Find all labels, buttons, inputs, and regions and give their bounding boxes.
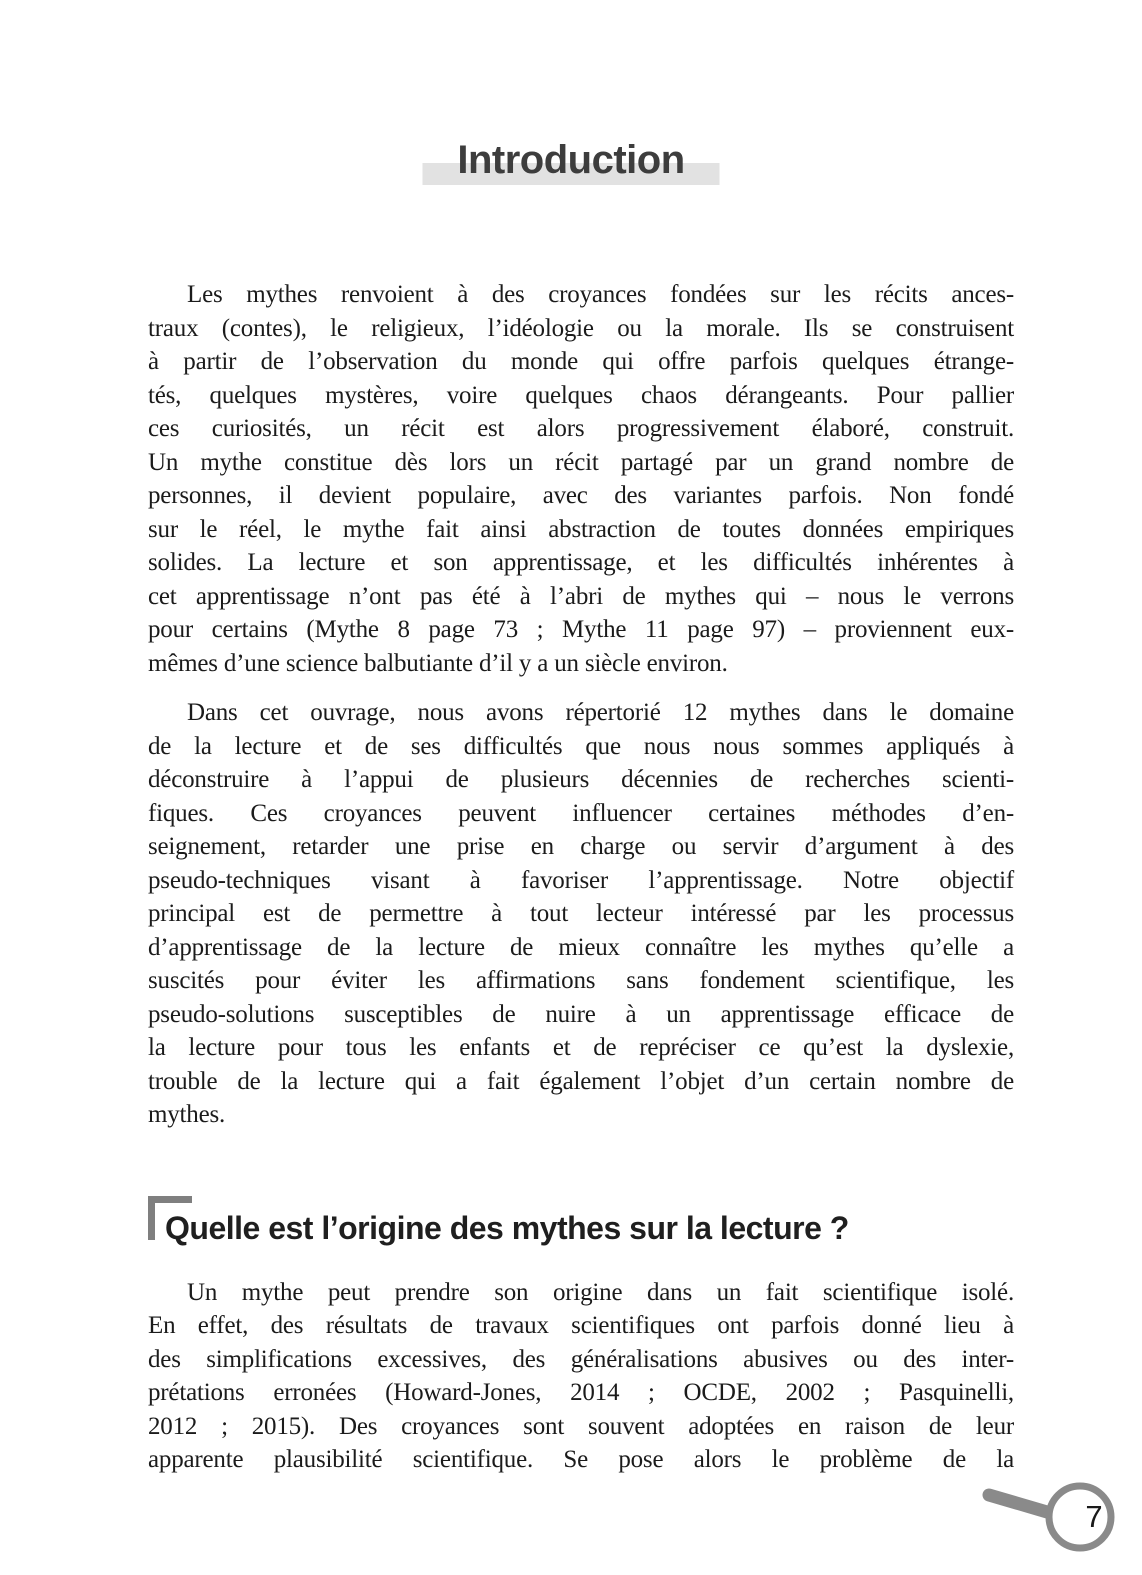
section-heading-text: Quelle est l’origine des mythes sur la lecture ? bbox=[165, 1209, 849, 1246]
text-line: principal est de permettre à tout lecteur intéressé par les processus bbox=[148, 900, 1014, 927]
paragraph bbox=[148, 696, 1014, 1132]
page-number-marker bbox=[975, 1468, 1125, 1563]
text-line: ces curiosités, un récit est alors progressivement élaboré, construit. bbox=[148, 415, 1014, 442]
text-line: de la lecture et de ses difficultés que nous nous sommes appliqués à bbox=[148, 732, 1014, 760]
paragraph bbox=[148, 278, 1014, 680]
text-line: mêmes d’une science balbutiante d’il y a un siècle environ. bbox=[148, 649, 728, 677]
text-line: sur le réel, le mythe fait ainsi abstraction de toutes données empiriques bbox=[148, 515, 1014, 543]
text-line: suscités pour éviter les affirmations sans fondement scientifique, les bbox=[148, 967, 1014, 994]
text-line: prétations erronées (Howard-Jones, 2014 ; OCDE, 2002 ; Pasquinelli, bbox=[148, 1379, 1014, 1406]
text-line: Un mythe constitue dès lors un récit partagé par un grand nombre de bbox=[148, 448, 1014, 476]
text-line: En effet, des résultats de travaux scientifiques ont parfois donné lieu à bbox=[148, 1312, 1014, 1339]
text-line: d’apprentissage de la lecture de mieux connaître les mythes qu’elle a bbox=[148, 933, 1014, 961]
paragraph bbox=[148, 1276, 1014, 1477]
section-heading bbox=[148, 1196, 1014, 1246]
text-line: tés, quelques mystères, voire quelques chaos dérangeants. Pour pallier bbox=[148, 381, 1014, 409]
text-line: pseudo-techniques visant à favoriser l’apprentissage. Notre objectif bbox=[148, 866, 1014, 894]
text-line: personnes, il devient populaire, avec des variantes parfois. Non fondé bbox=[148, 482, 1014, 509]
corner-bracket-icon bbox=[148, 1196, 192, 1240]
text-line: apparente plausibilité scientifique. Se pose alors le problème de la bbox=[148, 1446, 1014, 1473]
text-line: pseudo-solutions susceptibles de nuire à un apprentissage efficace de bbox=[148, 1000, 1014, 1028]
text-line: mythes. bbox=[148, 1101, 226, 1128]
text-line: cet apprentissage n’ont pas été à l’abri de mythes qui – nous le verrons bbox=[148, 582, 1014, 610]
text-line: à partir de l’observation du monde qui offre parfois quelques étrange- bbox=[148, 348, 1014, 375]
text-line: 2012 ; 2015). Des croyances sont souvent adoptées en raison de leur bbox=[148, 1412, 1014, 1440]
text-line: pour certains (Mythe 8 page 73 ; Mythe 11 page 97) – proviennent eux- bbox=[148, 616, 1014, 643]
text-line: des simplifications excessives, des généralisations abusives ou des inter- bbox=[148, 1345, 1014, 1373]
text-line: traux (contes), le religieux, l’idéologie ou la morale. Ils se construisent bbox=[148, 314, 1014, 342]
page-number: 7 bbox=[1085, 1499, 1103, 1534]
text-line: déconstruire à l’appui de plusieurs décennies de recherches scienti- bbox=[148, 766, 1014, 793]
chapter-title: Introduction bbox=[457, 138, 685, 182]
text-line: Les mythes renvoient à des croyances fondées sur les récits ances- bbox=[187, 281, 1014, 308]
text-line: la lecture pour tous les enfants et de repréciser ce qu’est la dyslexie, bbox=[148, 1034, 1014, 1061]
text-line: trouble de la lecture qui a fait également l’objet d’un certain nombre de bbox=[148, 1067, 1014, 1095]
chapter-title-block bbox=[0, 136, 1142, 186]
page-content bbox=[148, 278, 1014, 1477]
text-line: solides. La lecture et son apprentissage, et les difficultés inhérentes à bbox=[148, 549, 1014, 576]
text-line: seignement, retarder une prise en charge ou servir d’argument à des bbox=[148, 833, 1014, 860]
text-line: Dans cet ouvrage, nous avons répertorié 12 mythes dans le domaine bbox=[187, 699, 1014, 726]
text-line: Un mythe peut prendre son origine dans un fait scientifique isolé. bbox=[187, 1278, 1014, 1306]
text-line: fiques. Ces croyances peuvent influencer certaines méthodes d’en- bbox=[148, 799, 1014, 827]
